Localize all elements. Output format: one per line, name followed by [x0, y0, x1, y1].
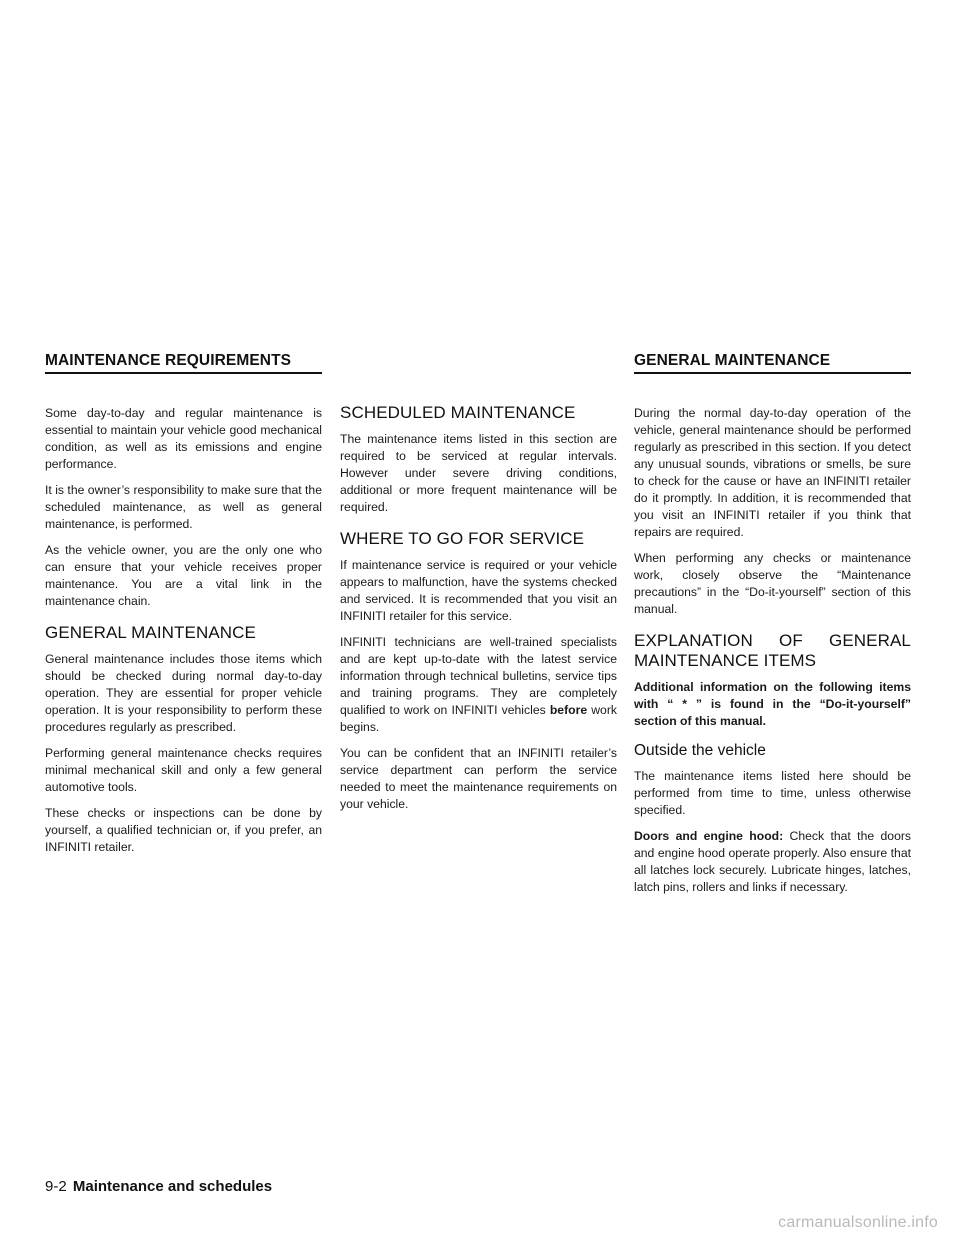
section-header-maintenance-requirements: MAINTENANCE REQUIREMENTS — [45, 352, 292, 369]
paragraph: If maintenance service is required or your vehicle appears to malfunction, have the systems checked and serviced. It is recommended that you visit an INFINITI retailer for this service. — [340, 558, 617, 623]
column-right — [634, 405, 911, 905]
bold-note: Additional information on the following items with “ * ” is found in the “Do-it-yourself” section of this manual. — [634, 680, 911, 728]
paragraph — [340, 634, 617, 736]
paragraph-text: Check that the doors and engine hood operate properly. Also ensure that all latches lock securely. Lubricate hinges, latches, latch pins, rollers and links if necessary. — [634, 829, 911, 894]
watermark: carmanualsonline.info — [778, 1214, 938, 1231]
paragraph-text: work begins. — [340, 703, 617, 734]
paragraph: Some day-to-day and regular maintenance is essential to maintain your vehicle good mechanical condition, as well as its emissions and engine performance. — [45, 406, 322, 471]
item-lead-doors-and-engine-hood: Doors and engine hood: — [634, 829, 784, 843]
paragraph: Performing general maintenance checks requires minimal mechanical skill and only a few general automotive tools. — [45, 746, 322, 794]
paragraph: The maintenance items listed here should be performed from time to time, unless otherwise specified. — [634, 769, 911, 817]
paragraph: When performing any checks or maintenance work, closely observe the “Maintenance precautions” in the “Do-it-yourself” section of this manual. — [634, 551, 911, 616]
heading-where-to-go-for-service: WHERE TO GO FOR SERVICE — [340, 529, 585, 548]
section-header-general-maintenance: GENERAL MAINTENANCE — [634, 352, 831, 369]
heading-scheduled-maintenance: SCHEDULED MAINTENANCE — [340, 403, 576, 422]
paragraph: It is the owner’s responsibility to make sure that the scheduled maintenance, as well as general maintenance, is performed. — [45, 483, 322, 531]
heading-explanation-of-general-maintenance-items: EXPLANATION OF GENERAL MAINTENANCE ITEMS — [634, 631, 911, 670]
paragraph-text: INFINITI technicians are well-trained specialists and are kept up-to-date with the latest service information through technical bulletins, service tips and training programs. They are completely qualified to work on INFINITI vehicles — [340, 635, 617, 717]
paragraph: General maintenance includes those items which should be checked during normal day-to-day operation. They are essential for proper vehicle operation. It is your responsibility to perform these procedures regularly as prescribed. — [45, 652, 322, 734]
heading-outside-the-vehicle: Outside the vehicle — [634, 742, 766, 759]
column-middle — [340, 403, 617, 822]
section-rule-left — [45, 372, 322, 374]
page-number: 9-2 — [45, 1178, 67, 1195]
paragraph: These checks or inspections can be done by yourself, a qualified technician or, if you prefer, an INFINITI retailer. — [45, 806, 322, 854]
heading-general-maintenance: GENERAL MAINTENANCE — [45, 623, 256, 642]
section-rule-right — [634, 372, 911, 374]
paragraph — [634, 828, 911, 896]
emphasis-before: before — [549, 703, 588, 717]
chapter-title: Maintenance and schedules — [72, 1178, 273, 1195]
paragraph: The maintenance items listed in this section are required to be serviced at regular intervals. However under severe driving conditions, additional or more frequent maintenance will be required. — [340, 432, 617, 514]
column-left — [45, 405, 322, 865]
paragraph: As the vehicle owner, you are the only one who can ensure that your vehicle receives proper maintenance. You are a vital link in the maintenance chain. — [45, 543, 322, 608]
paragraph: During the normal day-to-day operation of the vehicle, general maintenance should be performed regularly as prescribed in this section. If you detect any unusual sounds, vibrations or smells, be sure to check for the cause or have an INFINITI retailer do it promptly. In addition, it is recommended that you visit an INFINITI retailer if you think that repairs are required. — [634, 406, 911, 539]
paragraph: You can be confident that an INFINITI retailer’s service department can perform the service needed to meet the maintenance requirements on your vehicle. — [340, 746, 617, 811]
page-footer — [45, 1178, 272, 1195]
